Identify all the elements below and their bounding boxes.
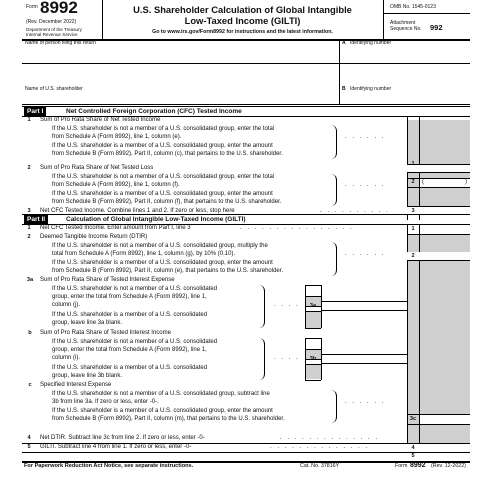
p2-line-3a-b: If the U.S. shareholder is a member of a U.S. consolidated bbox=[52, 312, 208, 318]
p2-box-5-label: 5 bbox=[411, 453, 415, 459]
p2-box-3b-label: 3b bbox=[309, 356, 317, 362]
p2-line-5-amount[interactable] bbox=[420, 453, 469, 461]
p2-line-3a-number: 3a bbox=[26, 277, 34, 283]
sequence-number: 992 bbox=[430, 23, 443, 32]
p2-box-4-label: 4 bbox=[411, 445, 415, 451]
form-label: Form bbox=[26, 4, 38, 10]
p2-line-3b-a3: column (i). bbox=[52, 355, 81, 361]
name-shareholder-label: Name of U.S. shareholder bbox=[25, 86, 83, 92]
part-2-title: Calculation of Global Intangible Low-Taxed Income (GILTI) bbox=[66, 216, 246, 223]
p2-line-1-number: 1 bbox=[27, 225, 31, 231]
p1-line-2-number: 2 bbox=[27, 165, 31, 171]
name-shareholder-input[interactable] bbox=[25, 92, 338, 104]
p1-box-3-label: 3 bbox=[411, 208, 415, 214]
p1-line-2-a: If the U.S. shareholder is not a member of a U.S. consolidated group, enter the total bbox=[52, 174, 275, 180]
p2-line-3c-text: Specified Interest Expense bbox=[40, 382, 112, 388]
p2-box-2-label: 2 bbox=[411, 253, 415, 259]
p2-line-3b-b: If the U.S. shareholder is a member of a U.S. consolidated bbox=[52, 365, 208, 371]
p2-line-3a-b2: group, leave line 3a blank. bbox=[52, 320, 123, 326]
attachment-label: Attachment bbox=[390, 20, 416, 26]
footer-form-label: Form bbox=[395, 463, 408, 469]
p2-line-3c-amount[interactable] bbox=[420, 414, 470, 424]
part-1-label: Part I bbox=[24, 107, 46, 116]
p2-line-3a-text: Sum of Pro Rata Share of Tested Interest Expense bbox=[40, 277, 175, 283]
p2-line-2-b2: from Schedule B (Form 8992), Part II, column (e), that pertains to the U.S. shareholder. bbox=[52, 268, 284, 274]
brace bbox=[330, 390, 337, 423]
p1-line-1-a2: from Schedule A (Form 8992), line 1, column (e). bbox=[52, 134, 182, 140]
sequence-label: Sequence No. bbox=[390, 26, 422, 32]
p1-line-1-b2: from Schedule B (Form 8992), Part II, column (c), that pertains to the U.S. shareholder. bbox=[52, 151, 283, 157]
p2-line-3a-a3: column (j). bbox=[52, 302, 81, 308]
irs: Internal Revenue Service bbox=[26, 32, 78, 37]
id-b-label: Identifying number bbox=[350, 86, 392, 92]
revision-date: (Rev. December 2022) bbox=[26, 19, 77, 25]
p2-line-1-text: Net CFC Tested Income. Enter amount from Part I, line 3 bbox=[40, 225, 191, 231]
p1-line-2-paren-close: ) bbox=[465, 179, 467, 185]
p2-line-2-number: 2 bbox=[27, 234, 31, 240]
p2-line-4-amount[interactable] bbox=[420, 444, 469, 452]
omb-number: OMB No. 1545-0123 bbox=[390, 4, 436, 10]
p2-line-3a-a: If the U.S. shareholder is not a member of a U.S. consolidated bbox=[52, 286, 218, 292]
shaded-region bbox=[407, 234, 470, 252]
p1-line-1-a: If the U.S. shareholder is not a member of a U.S. consolidated group, enter the total bbox=[52, 126, 275, 132]
p1-line-1-b: If the U.S. shareholder is a member of a U.S. consolidated group, enter the amount bbox=[52, 143, 273, 149]
p2-line-3a-amount[interactable] bbox=[322, 301, 406, 309]
p1-line-1-number: 1 bbox=[27, 117, 31, 123]
id-a-label: Identifying number bbox=[350, 40, 392, 46]
p1-line-3-text: Net CFC Tested Income. Combine lines 1 and 2. If zero or less, stop here bbox=[40, 208, 235, 214]
id-b-input[interactable] bbox=[342, 92, 468, 104]
p2-line-4-number: 4 bbox=[27, 435, 31, 441]
p2-line-2-b: If the U.S. shareholder is a member of a U.S. consolidated group, enter the amount bbox=[52, 260, 273, 266]
p2-line-1-amount[interactable] bbox=[420, 225, 469, 233]
p2-line-2-amount[interactable] bbox=[420, 252, 469, 260]
p2-line-3b-b2: group, leave line 3b blank. bbox=[52, 373, 123, 379]
p1-line-2-a2: from Schedule A (Form 8992), line 1, column (f). bbox=[52, 182, 180, 188]
p2-line-2-a: If the U.S. shareholder is not a member of a U.S. consolidated group, multiply the bbox=[52, 243, 268, 249]
shaded-region bbox=[305, 364, 321, 379]
p2-line-3b-a: If the U.S. shareholder is not a member of a U.S. consolidated bbox=[52, 339, 218, 345]
form-title-line1: U.S. Shareholder Calculation of Global Intangible bbox=[133, 4, 352, 15]
p2-line-3c-b2: from Schedule B (Form 8992), Part II, column (m), that pertains to the U.S. shareholder. bbox=[52, 416, 285, 422]
p2-box-1-label: 1 bbox=[411, 226, 415, 232]
p2-line-2-a2: total from Schedule A (Form 8992), line 1, column (g), by 10% (0.10). bbox=[52, 251, 236, 257]
part-2-label: Part II bbox=[24, 215, 48, 224]
p2-box-3c-label: 3c bbox=[409, 416, 417, 422]
id-b-letter: B bbox=[342, 86, 346, 92]
p2-box-3a-label: 3a bbox=[309, 303, 317, 309]
p2-line-3b-number: b bbox=[28, 330, 32, 336]
form-number: 8992 bbox=[40, 0, 78, 17]
footer-form-number: 8992 bbox=[410, 462, 426, 469]
p1-line-3-number: 3 bbox=[27, 208, 31, 214]
form-title-line2: Low-Taxed Income (GILTI) bbox=[184, 15, 301, 26]
p2-line-3b-amount[interactable] bbox=[322, 354, 406, 362]
name-filing-label: Name of person filing this return bbox=[25, 40, 96, 46]
p2-line-3c-number: c bbox=[28, 382, 32, 388]
name-filing-input[interactable] bbox=[25, 46, 338, 63]
p2-line-3c-a: If the U.S. shareholder is not a member of a U.S. consolidated group, subtract line bbox=[52, 391, 270, 397]
p2-line-3b-a2: group, enter the total from Schedule A (Form 8992), line 1, bbox=[52, 347, 207, 353]
p1-box-2-label: 2 bbox=[411, 179, 415, 185]
p1-line-1-text: Sum of Pro Rata Share of Net Tested Income bbox=[40, 117, 161, 123]
p2-line-3b-text: Sum of Pro Rata Share of Tested Interest Income bbox=[40, 330, 171, 336]
p1-line-2-amount[interactable] bbox=[420, 178, 470, 187]
p1-line-2-paren-open: ( bbox=[422, 179, 424, 185]
p2-line-3c-a2: 3b from line 3a. If zero or less, enter -0-. bbox=[52, 399, 159, 405]
p2-line-5-number: 5 bbox=[27, 444, 31, 450]
brace bbox=[330, 125, 337, 159]
p1-line-2-text: Sum of Pro Rata Share of Net Tested Loss bbox=[40, 165, 154, 171]
department: Department of the Treasury bbox=[26, 27, 82, 32]
p2-line-3c-b: If the U.S. shareholder is a member of a U.S. consolidated group, enter the amount bbox=[52, 408, 273, 414]
part-1-title: Net Controlled Foreign Corporation (CFC) Tested Income bbox=[66, 108, 242, 115]
brace bbox=[258, 285, 265, 328]
p1-line-2-b: If the U.S. shareholder is a member of a U.S. consolidated group, enter the amount bbox=[52, 191, 273, 197]
shaded-region bbox=[305, 311, 321, 328]
shaded-region bbox=[407, 120, 470, 164]
brace bbox=[330, 174, 337, 206]
id-a-input[interactable] bbox=[342, 46, 468, 63]
id-a-letter: A bbox=[342, 40, 346, 46]
p2-line-4-text: Net DTIR. Subtract line 3c from line 2. If zero or less, enter -0- bbox=[40, 435, 205, 441]
footer-revision: (Rev. 12-2022) bbox=[431, 463, 466, 469]
paperwork-notice: For Paperwork Reduction Act Notice, see separate instructions. bbox=[24, 463, 194, 469]
p2-line-3a-a2: group, enter the total from Schedule A (Form 8992), line 1, bbox=[52, 294, 207, 300]
p2-line-2-text: Deemed Tangible Income Return (DTIR) bbox=[40, 234, 148, 240]
p2-line-5-text: GILTI. Subtract line 4 from line 1. If zero or less, enter -0- bbox=[40, 444, 192, 450]
p1-line-2-b2: from Schedule B (Form 8992), Part II, column (f), that pertains to the U.S. shareholder. bbox=[52, 199, 282, 205]
instructions-link[interactable]: Go to www.irs.gov/Form8992 for instructions and the latest information. bbox=[152, 29, 333, 35]
catalog-number: Cat. No. 37816Y bbox=[300, 463, 340, 469]
brace bbox=[258, 338, 265, 380]
brace bbox=[330, 242, 337, 276]
